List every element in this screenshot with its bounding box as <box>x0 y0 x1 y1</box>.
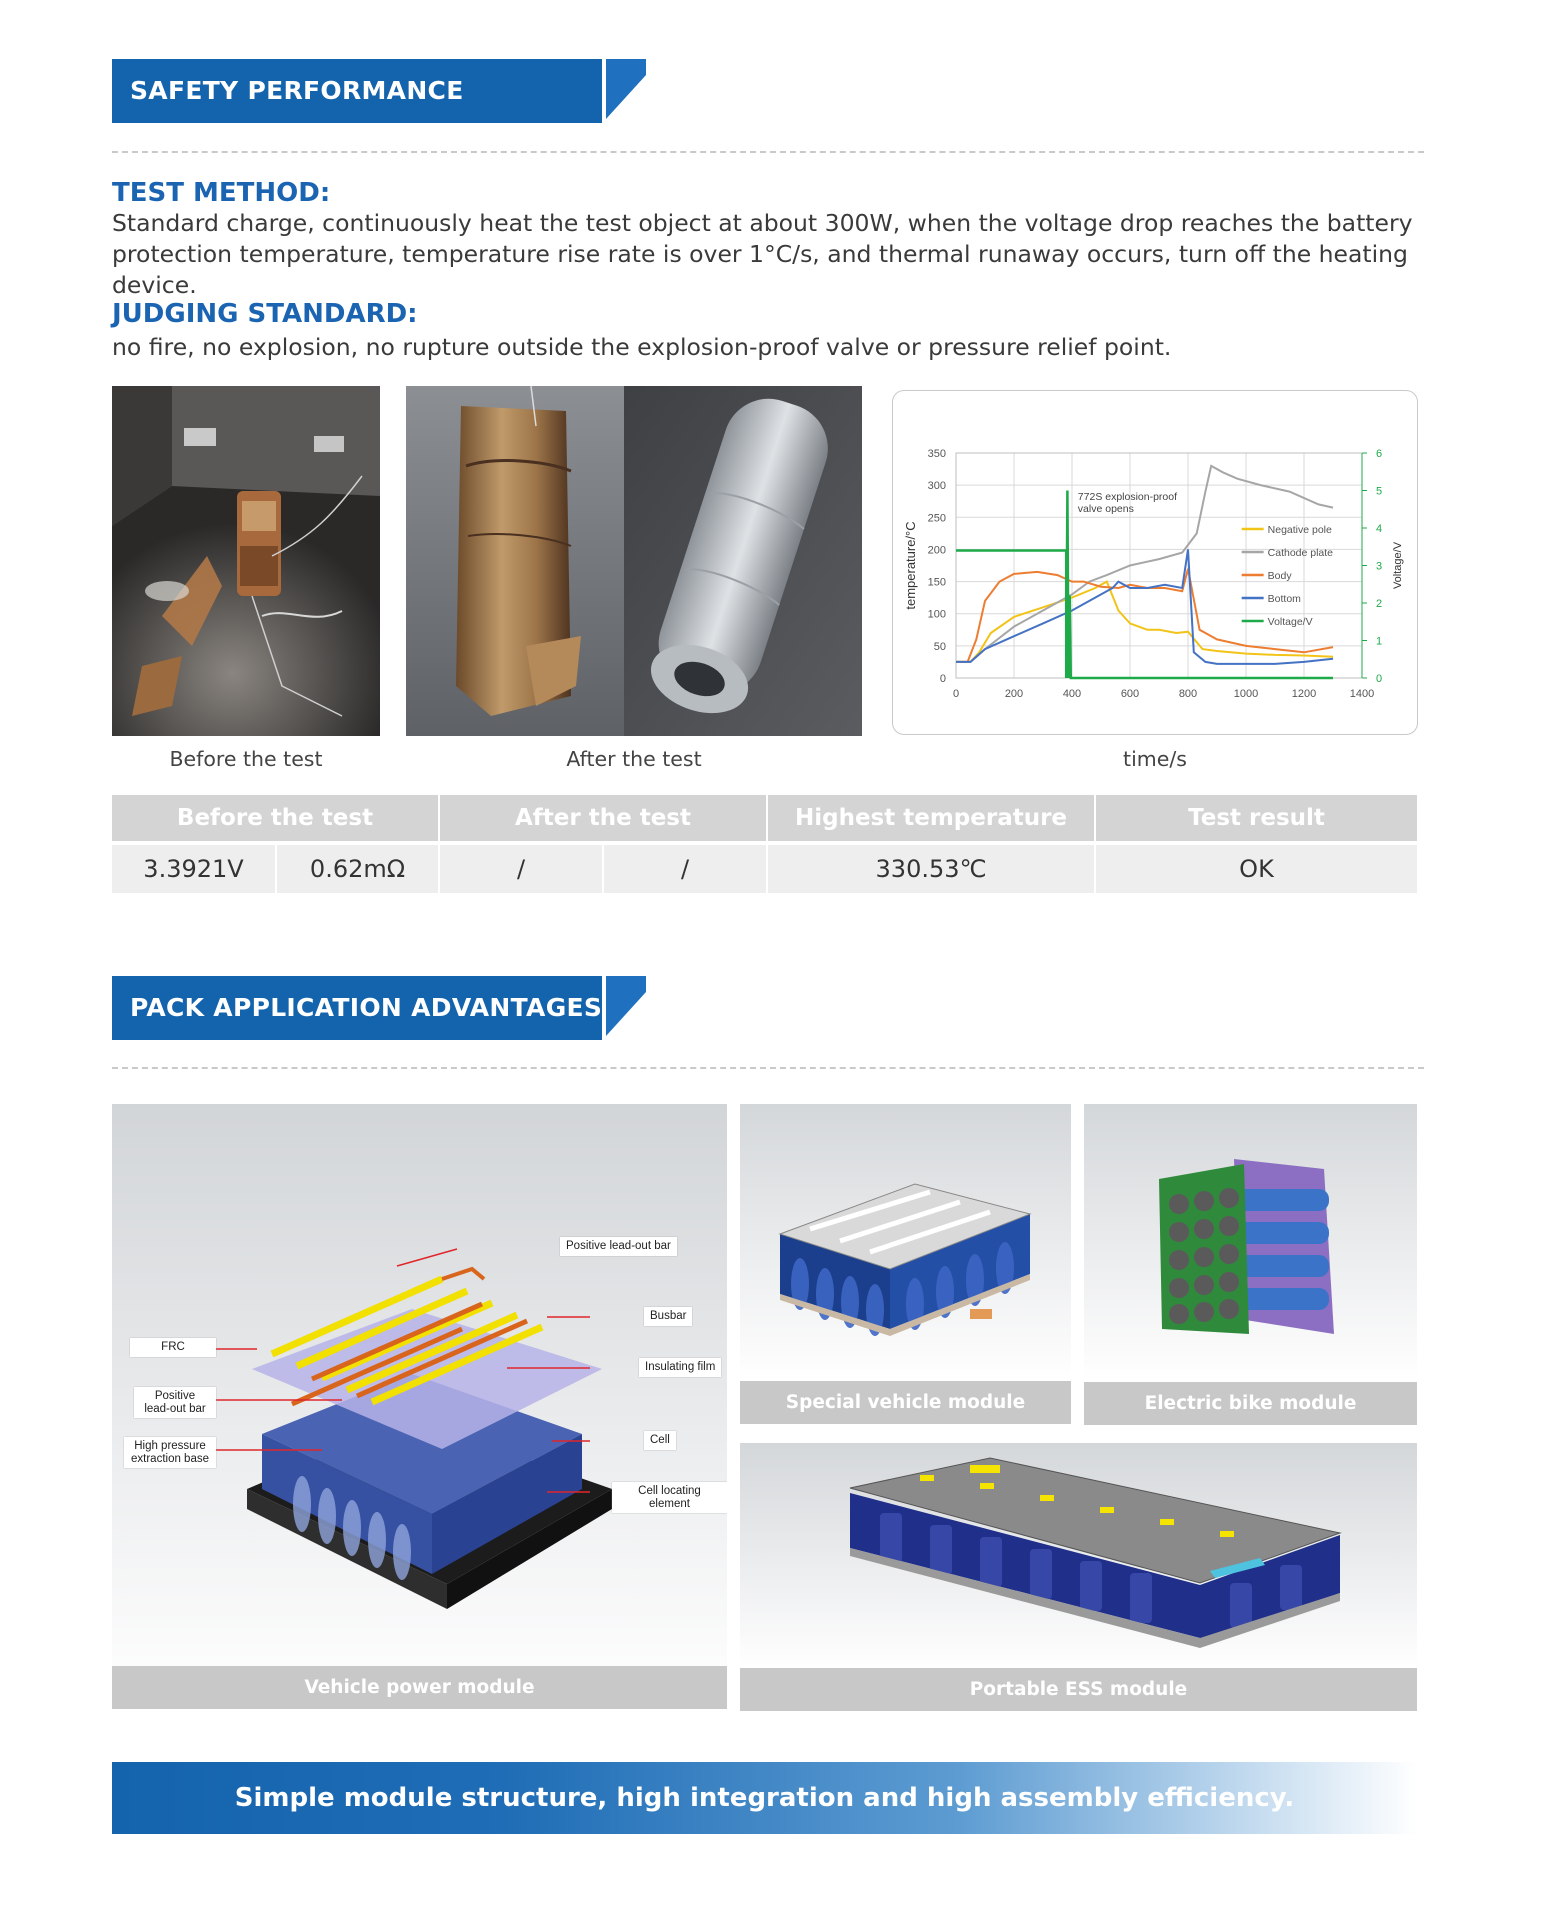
pack-section-title: PACK APPLICATION ADVANTAGES <box>130 993 603 1022</box>
y-tick-label: 150 <box>927 576 946 589</box>
table-header-cell: After the test <box>514 805 691 831</box>
table-header-cell: Before the test <box>176 805 374 831</box>
plot-frame <box>956 453 1362 678</box>
table-cell: OK <box>1239 855 1274 883</box>
y2-tick-label: 1 <box>1376 635 1383 648</box>
y2-tick-label: 2 <box>1376 598 1383 610</box>
x-tick-label: 200 <box>1004 688 1024 700</box>
y-tick-label: 300 <box>927 480 946 493</box>
table-cell: / <box>680 855 690 883</box>
divider <box>112 1067 1424 1069</box>
x-tick-label: 400 <box>1062 688 1082 700</box>
vehicle-power-module-label: Vehicle power module <box>112 1666 727 1709</box>
footer-tagline: Simple module structure, high integration and high assembly efficiency. <box>234 1783 1295 1813</box>
callout-insulating-film: Insulating film <box>639 1358 721 1377</box>
before-test-caption: Before the test <box>169 747 323 771</box>
electric-bike-module-label: Electric bike module <box>1084 1382 1417 1425</box>
y2-tick-label: 5 <box>1376 485 1383 498</box>
callout-cell: Cell <box>644 1431 676 1450</box>
safety-section-banner <box>112 59 646 123</box>
y-tick-label: 200 <box>927 544 946 557</box>
special-vehicle-module-label: Special vehicle module <box>740 1381 1071 1424</box>
table-header-cell: Test result <box>1188 805 1325 831</box>
chart-canvas <box>893 391 1419 736</box>
vehicle-power-module-panel <box>112 1104 727 1708</box>
footer-banner <box>112 1762 1417 1834</box>
table-header-row <box>112 795 1417 841</box>
y-tick-label: 50 <box>933 640 946 653</box>
callout-cell-locating-element: Cell locating element <box>612 1482 727 1513</box>
after-test-photo <box>406 386 862 736</box>
chart-caption: time/s <box>1123 747 1187 771</box>
test-method-heading: TEST METHOD: <box>112 178 331 208</box>
legend-label: Cathode plate <box>1267 547 1334 559</box>
before-test-photo <box>112 386 380 736</box>
legend-label: Bottom <box>1267 593 1301 605</box>
chart-annotation: 772S explosion-proof <box>1077 491 1178 503</box>
y2-axis-label: Voltage/V <box>1392 541 1404 590</box>
legend-label: Negative pole <box>1267 524 1332 536</box>
series-bottom <box>956 549 1333 664</box>
temperature-voltage-chart <box>892 390 1418 735</box>
after-test-caption: After the test <box>566 747 702 771</box>
legend-label: Voltage/V <box>1267 616 1313 628</box>
x-tick-label: 0 <box>952 688 960 700</box>
y-tick-label: 0 <box>939 673 946 685</box>
callout-positive-leadout-bar: Positive lead-out bar <box>560 1237 677 1256</box>
x-tick-label: 1400 <box>1349 688 1375 700</box>
callout-high-pressure-extraction-base: High pressure extraction base <box>124 1437 216 1468</box>
pack-section-banner <box>112 976 646 1040</box>
x-tick-label: 1000 <box>1233 688 1259 700</box>
callout-positive-leadout-bar-left: Positive lead-out bar <box>134 1387 216 1418</box>
safety-section-title: SAFETY PERFORMANCE <box>130 76 464 105</box>
x-tick-label: 600 <box>1120 688 1140 700</box>
y2-tick-label: 0 <box>1376 673 1383 685</box>
y2-tick-label: 4 <box>1376 523 1383 535</box>
x-tick-label: 800 <box>1178 688 1198 700</box>
special-vehicle-module-panel <box>740 1104 1071 1381</box>
y-tick-label: 250 <box>927 512 946 525</box>
electric-bike-module-panel <box>1084 1104 1417 1381</box>
judging-standard-heading: JUDGING STANDARD: <box>112 299 418 329</box>
y2-tick-label: 3 <box>1376 560 1383 573</box>
x-tick-label: 1200 <box>1291 688 1317 700</box>
test-method-text: Standard charge, continuously heat the test object at about 300W, when the voltage drop reaches the battery protection temperature, temperature rise rate is over 1°C/s, and thermal runaway occurs, turn off the heating device. <box>112 209 1413 299</box>
divider <box>112 151 1424 153</box>
chart-annotation: valve opens <box>1077 503 1134 515</box>
portable-ess-module-panel <box>740 1443 1417 1668</box>
judging-standard-text: no fire, no explosion, no rupture outside the explosion-proof valve or pressure relief point. <box>112 333 1172 361</box>
table-header-cell: Highest temperature <box>794 805 1068 831</box>
table-cell: / <box>516 855 526 883</box>
portable-ess-module-label: Portable ESS module <box>740 1668 1417 1711</box>
y-tick-label: 100 <box>927 608 946 621</box>
table-cell: 330.53℃ <box>875 855 987 883</box>
y-tick-label: 350 <box>927 448 946 460</box>
table-cell: 0.62mΩ <box>309 855 406 883</box>
y-axis-label: temperature/°C <box>903 521 918 610</box>
table-cell: 3.3921V <box>143 855 244 883</box>
y2-tick-label: 6 <box>1376 448 1383 460</box>
callout-busbar: Busbar <box>644 1307 692 1326</box>
legend-label: Body <box>1267 570 1292 582</box>
table-row <box>112 845 1417 893</box>
callout-frc: FRC <box>130 1338 216 1357</box>
